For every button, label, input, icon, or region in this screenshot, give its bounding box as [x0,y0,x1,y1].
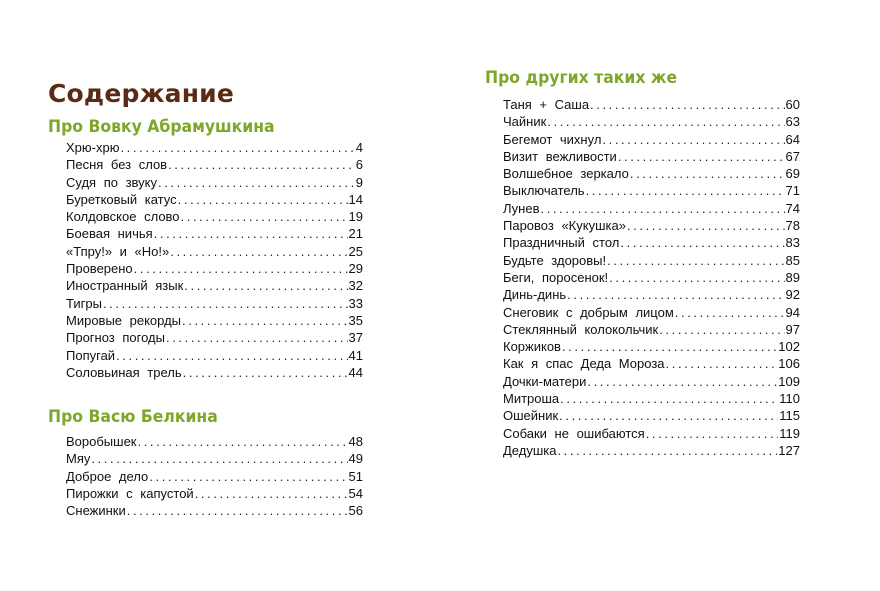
dot-leader [134,260,348,277]
dot-leader [183,364,348,381]
toc-entry-page-number: 102 [778,339,800,355]
toc-entry-page-number: 14 [348,191,363,207]
dot-leader [559,407,778,424]
dot-leader [620,234,784,251]
toc-entry-page-number: 97 [785,321,800,337]
toc-entry-title: Дедушка [503,442,557,458]
toc-entry-page-number: 94 [785,304,800,320]
toc-entry-title: Таня + Саша [503,97,590,112]
toc-entry-page-number: 92 [785,287,800,303]
toc-entry [503,165,800,182]
toc-entry [66,225,363,242]
toc-entry [503,425,800,442]
dot-leader [618,148,785,165]
dot-leader [627,217,785,234]
toc-entry-page-number: 78 [785,218,800,234]
toc-entry-title: Собаки не ошибаются [503,425,645,441]
toc-entry-page-number: 69 [785,166,800,182]
toc-entry [66,329,363,346]
toc-entry [66,347,363,364]
toc-entry [503,338,800,355]
toc-entry [66,260,363,277]
toc-entry [503,252,800,269]
toc-entry-page-number: 83 [785,235,800,251]
toc-entry-title: Доброе дело [66,468,149,484]
dot-leader [103,295,348,312]
toc-entry-title: Пирожки с капустой [66,485,194,501]
toc-entry [503,390,800,407]
toc-entry-title: Боевая ничья [66,226,153,242]
toc-entry-page-number: 32 [348,278,363,294]
toc-entry-page-number: 49 [348,451,363,467]
toc-entry [503,200,800,217]
toc-entry-title: Ошейник [503,408,559,424]
toc-entry-page-number: 37 [348,330,363,346]
toc-entry-title: Дочки-матери [503,373,587,389]
toc-entry-page-number: 115 [779,408,800,424]
toc-entry-title: Судя по звуку [66,174,157,190]
dot-leader [127,502,348,519]
toc-entry-title: Выключатель [503,183,585,199]
toc-entry-title: Как я спас Деда Мороза [503,356,665,372]
toc-entry [66,174,363,191]
toc-entry-page-number: 56 [348,503,363,519]
toc-entry [66,208,363,225]
dot-leader [116,347,347,364]
toc-list-vasya [66,433,363,519]
toc-entry-title: Коржиков [503,339,561,355]
toc-entry [66,295,363,312]
toc-entry-title: Снежинки [66,503,126,519]
dot-leader [184,277,347,294]
toc-entry [66,312,363,329]
dot-leader [149,468,347,485]
dot-leader [602,131,784,148]
dot-leader [607,252,784,269]
toc-entry-page-number: 35 [348,312,363,328]
toc-entry-title: Бегемот чихнул [503,131,602,147]
toc-entry [503,217,800,234]
toc-entry [66,502,363,519]
toc-entry [503,234,800,251]
toc-entry [66,468,363,485]
dot-leader [166,329,348,346]
toc-entry-page-number: 29 [348,261,363,277]
toc-entry [503,304,800,321]
toc-entry-title: Тигры [66,295,102,311]
toc-entry-title: «Тпру!» и «Но!» [66,243,170,259]
toc-entry-page-number: 110 [779,391,800,407]
section-heading-others: Про других таких же [485,68,678,88]
dot-leader [630,165,785,182]
toc-entry-title: Попугай [66,347,116,363]
dot-leader [567,286,784,303]
toc-entry [66,139,363,156]
toc-entry-title: Динь-динь [503,287,567,303]
dot-leader [158,174,355,191]
dot-leader [586,182,785,199]
toc-entry-page-number: 127 [778,442,800,458]
toc-entry-page-number: 63 [785,114,800,130]
dot-leader [182,312,348,329]
toc-entry-title: Мяу [66,451,91,467]
toc-entry-page-number: 33 [348,295,363,311]
dot-leader [547,113,784,130]
toc-entry-page-number: 48 [348,434,363,449]
dot-leader [590,96,784,113]
toc-entry [66,243,363,260]
toc-list-vovka [66,139,363,381]
toc-entry-page-number: 21 [348,226,363,242]
toc-entry-page-number: 44 [348,364,363,380]
toc-entry-title: Хрю-хрю [66,140,120,155]
dot-leader [195,485,348,502]
toc-entry-page-number: 67 [785,148,800,164]
toc-entry-title: Буретковый катус [66,191,177,207]
toc-entry-title: Прогноз погоды [66,330,165,346]
toc-entry [503,442,800,459]
toc-entry-title: Митроша [503,391,560,407]
toc-entry [503,407,800,424]
toc-entry-title: Будьте здоровы! [503,252,607,268]
toc-entry-title: Проверено [66,261,133,277]
dot-leader [138,433,348,450]
dot-leader [170,243,347,260]
toc-entry-title: Колдовское слово [66,209,180,225]
toc-entry-title: Визит вежливости [503,148,617,164]
toc-entry [503,373,800,390]
toc-entry-page-number: 41 [348,347,363,363]
toc-entry [66,450,363,467]
dot-leader [659,321,784,338]
dot-leader [168,156,355,173]
toc-entry [503,113,800,130]
toc-entry [503,96,800,113]
page-title: Содержание [48,78,235,108]
toc-entry [503,182,800,199]
toc-entry [503,131,800,148]
section-heading-vasya: Про Васю Белкина [48,407,218,427]
toc-entry-page-number: 85 [785,252,800,268]
toc-entry-page-number: 119 [779,425,800,441]
toc-list-others [503,96,800,459]
dot-leader [541,200,785,217]
toc-entry [503,148,800,165]
toc-entry-title: Беги, поросенок! [503,269,609,285]
toc-entry [66,433,363,450]
toc-entry-title: Иностранный язык [66,278,184,294]
dot-leader [120,139,354,156]
section-heading-vovka: Про Вовку Абрамушкина [48,117,275,137]
toc-entry [66,156,363,173]
dot-leader [557,442,777,459]
toc-entry-title: Мировые рекорды [66,312,182,328]
toc-entry-title: Паровоз «Кукушка» [503,218,626,234]
toc-entry-page-number: 74 [785,200,800,216]
toc-entry-page-number: 109 [778,373,800,389]
toc-entry-page-number: 6 [355,157,363,173]
dot-leader [646,425,779,442]
toc-entry-page-number: 71 [785,183,800,199]
toc-entry-page-number: 51 [348,468,363,484]
toc-entry [503,355,800,372]
dot-leader [91,450,347,467]
toc-entry [503,286,800,303]
dot-leader [609,269,784,286]
toc-entry-title: Снеговик с добрым лицом [503,304,674,320]
dot-leader [562,338,777,355]
dot-leader [178,191,348,208]
toc-entry [66,191,363,208]
toc-entry-page-number: 19 [348,209,363,225]
toc-entry-page-number: 4 [355,140,363,155]
toc-entry-title: Чайник [503,114,547,130]
toc-entry-page-number: 89 [785,269,800,285]
toc-entry-page-number: 9 [355,174,363,190]
dot-leader [154,225,348,242]
toc-entry [66,364,363,381]
dot-leader [587,373,777,390]
toc-entry-title: Стеклянный колокольчик [503,321,659,337]
toc-entry [503,321,800,338]
dot-leader [675,304,785,321]
dot-leader [181,208,348,225]
toc-entry-page-number: 64 [785,131,800,147]
toc-entry-title: Волшебное зеркало [503,166,629,182]
toc-entry-title: Соловьиная трель [66,364,182,380]
toc-entry [66,277,363,294]
toc-entry-page-number: 54 [348,485,363,501]
dot-leader [666,355,778,372]
dot-leader [560,390,778,407]
toc-entry-title: Воробышек [66,434,137,449]
toc-entry-page-number: 106 [778,356,800,372]
toc-entry-title: Песня без слов [66,157,168,173]
toc-entry [503,269,800,286]
toc-entry [66,485,363,502]
toc-entry-title: Лунев [503,200,540,216]
toc-entry-page-number: 60 [785,97,800,112]
toc-entry-page-number: 25 [348,243,363,259]
toc-entry-title: Праздничный стол [503,235,620,251]
